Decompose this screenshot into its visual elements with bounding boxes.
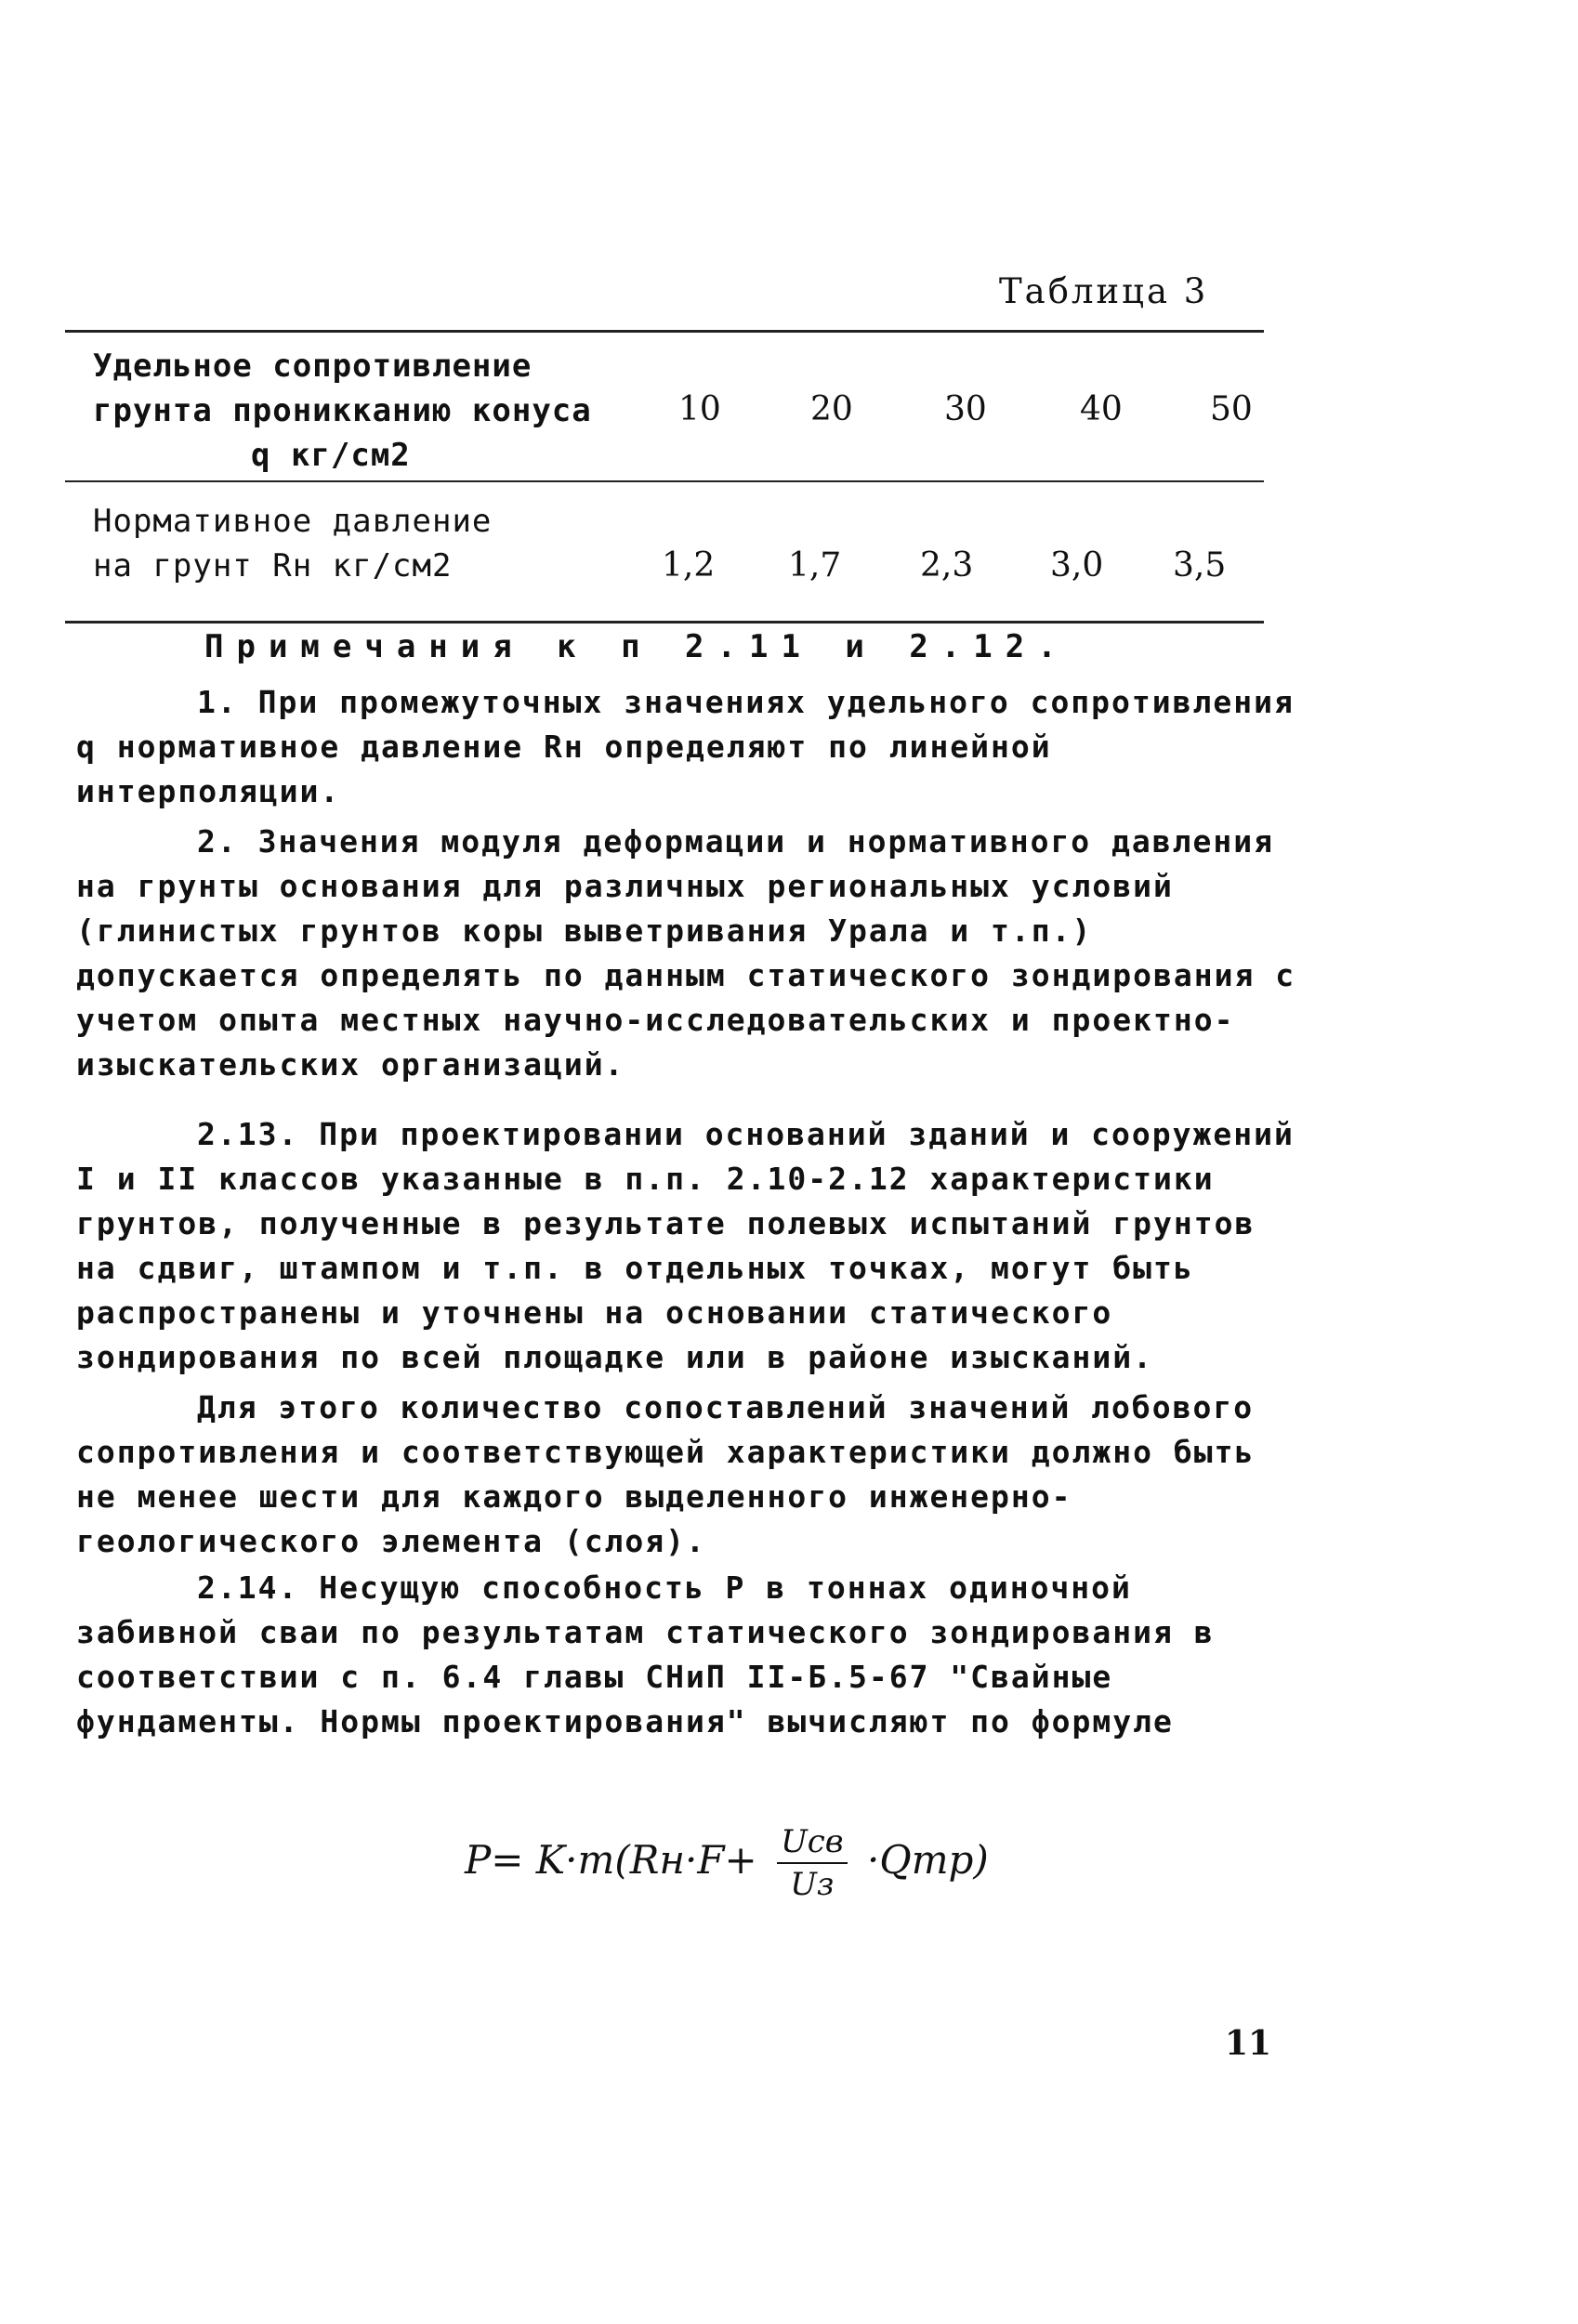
table-top-rule (65, 330, 1264, 333)
section-2-13: 2.13. При проектировании оснований зданий и сооружений I и II классов указанные в п.п. 2.10-2.12 характеристики грунтов, полученные в результате полевых испытаний грунтов на сдвиг, штампом и т.п. в отдельных точках, могут быть распространены и уточнены на основании статического зондирования по всей площадке или в районе изысканий. (76, 1116, 1295, 1375)
header-label-line-3: q кг/см2 (251, 437, 411, 474)
formula-right: ·Qтр) (866, 1837, 989, 1883)
column-header-50: 50 (1210, 390, 1253, 428)
sections-block (76, 1112, 1312, 1744)
formula-left: P= K·m(Rн·F+ (465, 1837, 757, 1883)
section-2-13-continued: Для этого количество сопоставлений значений лобового сопротивления и соответствующей характеристики должно быть не менее шести для каждого выделенного инженерно-геологического элемента (слоя). (76, 1389, 1256, 1559)
column-header-40: 40 (1080, 390, 1123, 428)
table-caption: Таблица 3 (999, 271, 1209, 311)
column-header-30: 30 (944, 390, 987, 428)
row-value-5: 3,5 (1173, 546, 1227, 584)
column-header-10: 10 (678, 390, 721, 428)
table-bottom-rule (65, 621, 1264, 624)
row-label-line-2: на грунт Rн кг/см2 (93, 547, 453, 584)
header-label-line-1: Удельное сопротивление (93, 348, 533, 385)
row-value-4: 3,0 (1050, 546, 1104, 584)
row-value-2: 1,7 (788, 546, 842, 584)
column-header-20: 20 (810, 390, 853, 428)
row-value-3: 2,3 (920, 546, 974, 584)
formula-fraction (777, 1821, 848, 1905)
notes-block (76, 680, 1312, 1087)
formula-denominator: Uз (790, 1866, 835, 1903)
row-label-line-1: Нормативное давление (93, 503, 493, 540)
note-1: 1. При промежуточных значениях удельного сопротивления q нормативное давление Rн определяют по линейной интерполяции. (76, 684, 1295, 809)
note-2: 2. Значения модуля деформации и нормативного давления на грунты основания для различных региональных условий (глинистых грунтов коры выветривания Урала и т.п.) допускается определять по данным статического зондирования с учетом опыта местных научно-исследовательских и проектно-изыскательских организаций. (76, 823, 1296, 1083)
notes-heading: Примечания к п 2.11 и 2.12. (204, 628, 1070, 665)
formula-numerator: Uсв (777, 1821, 848, 1864)
pile-capacity-formula (465, 1821, 989, 1905)
section-2-14: 2.14. Несущую способность P в тоннах одиночной забивной сваи по результатам статического зондирования в соответствии с п. 6.4 главы СНиП II-Б.5-67 "Свайные фундаменты. Нормы проектирования" вычисляют по формуле (76, 1569, 1215, 1740)
row-value-1: 1,2 (662, 546, 716, 584)
page-number: 11 (1225, 2024, 1272, 2063)
header-label-line-2: грунта проникканию конуса (93, 392, 592, 429)
table-middle-rule (65, 480, 1264, 482)
